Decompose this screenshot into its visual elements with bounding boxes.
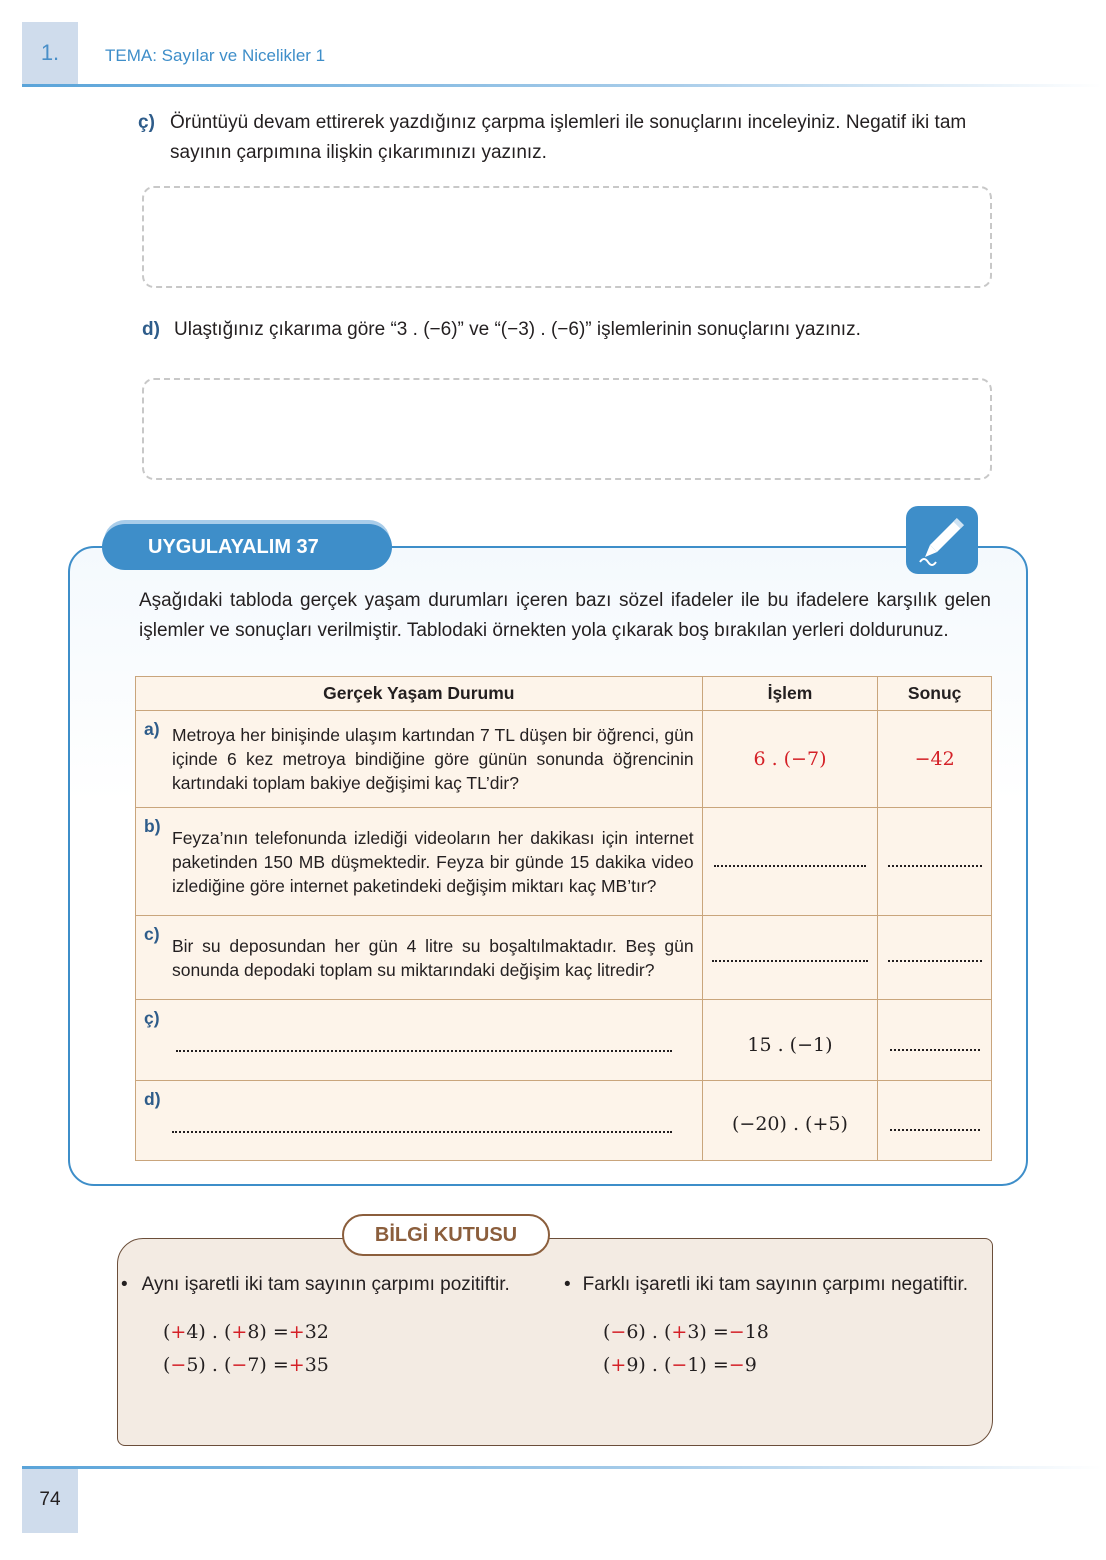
operation-cell: 6 . (−7) <box>702 711 878 808</box>
table-row <box>136 1000 992 1081</box>
result-blank[interactable] <box>888 960 982 962</box>
situation-blank[interactable] <box>176 1050 672 1052</box>
activity-table <box>135 676 992 1161</box>
info-rule-same-sign <box>121 1272 510 1298</box>
example-equation: (+4) . (+8) =+32 <box>163 1321 329 1343</box>
row-label: ç) <box>144 1008 160 1028</box>
answer-box-d[interactable] <box>142 378 992 480</box>
situation-cell <box>136 916 703 1000</box>
result-cell[interactable] <box>878 916 992 1000</box>
rule-text: Farklı işaretli iki tam sayının çarpımı negatiftir. <box>582 1274 969 1295</box>
question-text: Örüntüyü devam ettirerek yazdığınız çarpma işlemleri ile sonuçlarını inceleyiniz. Negatif iki tam sayının çarpımına ilişkin çıkarımınızı yazınız. <box>170 112 967 163</box>
page-number: 74 <box>22 1469 78 1533</box>
example-equation: (−5) . (−7) =+35 <box>163 1354 329 1376</box>
activity-title: UYGULAYALIM 37 <box>102 524 392 570</box>
situation-cell <box>136 808 703 916</box>
table-row <box>136 1081 992 1161</box>
example-equation: (−6) . (+3) =−18 <box>603 1321 769 1343</box>
result-cell[interactable] <box>878 1081 992 1161</box>
situation-blank[interactable] <box>172 1131 672 1133</box>
theme-title: TEMA: Sayılar ve Nicelikler 1 <box>105 46 326 65</box>
operation-cell: (−20) . (+5) <box>702 1081 878 1161</box>
question-d <box>142 315 1002 345</box>
operation-cell: 15 . (−1) <box>702 1000 878 1081</box>
header-divider <box>22 84 1102 87</box>
unit-number: 1. <box>22 22 78 84</box>
table-header-row <box>136 677 992 711</box>
operation-cell[interactable] <box>702 916 878 1000</box>
question-label: d) <box>142 319 160 340</box>
situation-text: Bir su deposundan her gün 4 litre su boşaltılmaktadır. Beş gün sonunda depodaki toplam su miktarındaki değişim kaç litredir? <box>172 935 694 980</box>
answer-box-c-cedilla[interactable] <box>142 186 992 288</box>
pencil-icon <box>906 506 978 574</box>
situation-cell[interactable] <box>136 1000 703 1081</box>
operation-blank[interactable] <box>714 865 866 867</box>
info-rule-different-sign <box>564 1272 968 1298</box>
question-c-cedilla <box>138 108 998 168</box>
row-label: a) <box>144 719 160 739</box>
situation-text: Feyza’nın telefonunda izlediği videoların her dakikası için internet paketinden 150 MB düşmektedir. Feyza bir günde 15 dakika video izlediğine göre internet paketindeki değişim miktarı kaç MB’tır? <box>172 827 694 896</box>
table-row <box>136 808 992 916</box>
row-label: b) <box>144 816 161 836</box>
operation-blank[interactable] <box>712 960 868 962</box>
operation-cell[interactable] <box>702 808 878 916</box>
result-cell[interactable] <box>878 1000 992 1081</box>
column-header: Gerçek Yaşam Durumu <box>136 677 703 711</box>
column-header: Sonuç <box>878 677 992 711</box>
table-row <box>136 711 992 808</box>
question-label: ç) <box>138 112 155 133</box>
result-cell: −42 <box>878 711 992 808</box>
bullet-icon: • <box>121 1274 128 1295</box>
activity-intro: Aşağıdaki tabloda gerçek yaşam durumları içeren bazı sözel ifadeler ile bu ifadelere karşılık gelen işlemler ve sonuçları verilmiştir. Tablodaki örnekten yola çıkarak boş bırakılan yerleri doldurunuz. <box>139 590 991 641</box>
table-row <box>136 916 992 1000</box>
situation-cell[interactable] <box>136 1081 703 1161</box>
bullet-icon: • <box>564 1274 571 1295</box>
situation-text: Metroya her binişinde ulaşım kartından 7 TL düşen bir öğrenci, gün içinde 6 kez metroya bindiğine göre günün sonunda öğrencinin kartındaki toplam bakiye değişimi kaç TL’dir? <box>172 725 694 793</box>
result-cell[interactable] <box>878 808 992 916</box>
result-blank[interactable] <box>888 865 982 867</box>
question-text: Ulaştığınız çıkarıma göre “3 . (−6)” ve “(−3) . (−6)” işlemlerinin sonuçlarını yazınız. <box>174 319 861 340</box>
footer-divider <box>22 1466 1102 1469</box>
info-box-title: BİLGİ KUTUSU <box>342 1214 550 1256</box>
result-blank[interactable] <box>890 1049 980 1051</box>
rule-text: Aynı işaretli iki tam sayının çarpımı pozitiftir. <box>141 1274 510 1295</box>
example-equation: (+9) . (−1) =−9 <box>603 1354 757 1376</box>
row-label: c) <box>144 924 160 944</box>
row-label: d) <box>144 1089 161 1109</box>
situation-cell <box>136 711 703 808</box>
column-header: İşlem <box>702 677 878 711</box>
result-blank[interactable] <box>890 1129 980 1131</box>
